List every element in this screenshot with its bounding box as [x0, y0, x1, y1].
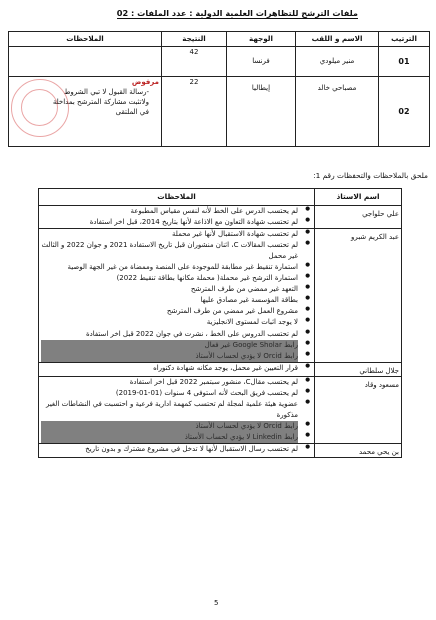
- header-destination: الوجهة: [227, 32, 296, 47]
- professor-name: بن يحي محمد: [315, 443, 402, 457]
- remark-item: ● عضوية هيئة علمية لمجلة لم تحتسب كمهمة ادارية فرعية و احتسبت في النشاطات الغير مذكورة: [41, 399, 298, 420]
- remarks-list: [41, 444, 312, 455]
- remarks-cell: [39, 443, 315, 457]
- notes-cell: [9, 77, 162, 147]
- remarks-table: [38, 188, 402, 458]
- remark-item: ● لم تحتسب رسال الاستقبال لأنها لا تدخل في مشروع مشترك و بدون تاريخ: [41, 444, 298, 455]
- remark-item: ● لم تحتسب شهادة التعاون مع الاذاعة لأنها بتاريخ 2014، قبل اخر استفادة: [41, 217, 298, 228]
- rejection-reason: -رسالة القبول لا تبي الشروط ولاتثبت مشاركة المترشح بمداخلة في الملتقى: [52, 88, 149, 117]
- remark-item: ● لا يوجد اثبات لمستوى الانجليزية: [41, 317, 298, 328]
- header-rank: الترتيب: [379, 32, 430, 47]
- remark-item: ● لم يحتسب فريق البحث لأنه استوفى 4 سنوات (01-01-2019): [41, 388, 298, 399]
- table-row: [39, 443, 402, 457]
- table-row: [39, 229, 402, 363]
- remarks-list: [41, 229, 312, 362]
- professor-name: جلال سلطاني: [315, 362, 402, 376]
- highlighted-remark: ● رابط Orcid لا يؤدي لحساب الأستاذ: [41, 421, 298, 432]
- remarks-cell: [39, 229, 315, 363]
- remarks-cell: [39, 206, 315, 229]
- remark-item: ● مشروع العمل غير ممضي من طرف المترشح: [41, 306, 298, 317]
- candidates-table: [8, 31, 430, 147]
- remark-item: ● لم تحتسب المقالات C، اثنان منشوران قبل تاريخ الاستفادة 2021 و جوان 2022 و الثالث غير محمل: [41, 240, 298, 261]
- table-row: [9, 47, 430, 77]
- destination-cell: فرنسا: [227, 47, 296, 77]
- highlighted-remark: ● رابط Linkedin لا يؤدي لحساب الأستاذ: [41, 432, 298, 443]
- score-cell: 22: [162, 77, 227, 147]
- remark-item: ● قرار التعيين غير محمل، يوجد مكانه شهادة دكتوراه: [41, 363, 298, 374]
- professor-name: مسعود وقاد: [315, 377, 402, 444]
- page-title: ملفات الترشح للتظاهرات العلمية الدولية : عدد الملفات : 02: [116, 8, 358, 18]
- remark-item: ● لم يحتسب مقالC، منشور سبتمبر 2022 قبل اخر استفادة: [41, 377, 298, 388]
- professor-name: عبد الكريم شبرو: [315, 229, 402, 363]
- header-name: الاسم و اللقب: [296, 32, 379, 47]
- remark-item: ● بطاقة المؤسسة غير مصادق عليها: [41, 295, 298, 306]
- remarks-list: [41, 377, 312, 443]
- table-row: [39, 206, 402, 229]
- remark-item: ● لم يحتسب الدرس على الخط لأنه لنفس مقياس المطبوعة: [41, 206, 298, 217]
- candidate-name: منير ميلودي: [296, 47, 379, 77]
- remarks-list: [41, 363, 312, 374]
- score-cell: 42: [162, 47, 227, 77]
- table-row: [9, 77, 430, 147]
- remarks-table-header: [39, 189, 402, 206]
- remark-item: ● استمارة تنقيط غير مطابقة للموجودة على المنصة وممضاة من غير الجهة الوصية: [41, 262, 298, 273]
- rank-cell: 01: [379, 47, 430, 77]
- header-professor-name: اسم الاستاذ: [315, 189, 402, 206]
- remark-item: ● التعهد غير ممضي من طرف المترشح: [41, 284, 298, 295]
- professor-name: علي حلواجي: [315, 206, 402, 229]
- candidate-name: مصباحي خالد: [296, 77, 379, 147]
- header-remarks: الملاحظات: [39, 189, 315, 206]
- table-row: [39, 362, 402, 376]
- remarks-intro: ملحق بالملاحظات والتحفظات رقم 1:: [313, 171, 428, 180]
- highlighted-remark: ● رابط Google Sholar غير فعال: [41, 340, 298, 351]
- status-badge: مرفوض: [131, 78, 159, 86]
- official-stamp: [11, 79, 69, 137]
- page-number: 5: [214, 599, 219, 607]
- table-row: [39, 377, 402, 444]
- remarks-cell: [39, 362, 315, 376]
- highlighted-remark: ● رابط Orcid لا يؤدي لحساب الأستاذ: [41, 351, 298, 362]
- remark-item: ● لم تحتسب شهادة الاستقبال لأنها غير محملة: [41, 229, 298, 240]
- destination-cell: إيطاليا: [227, 77, 296, 147]
- remarks-body: [39, 206, 402, 458]
- header-score: النتيجة: [162, 32, 227, 47]
- remarks-cell: [39, 377, 315, 444]
- notes-cell: [9, 47, 162, 77]
- header-notes: الملاحظات: [9, 32, 162, 47]
- remark-item: ● لم تحتسب الدروس على الخط ، نشرت في جوان 2022 قبل اخر استفادة: [41, 329, 298, 340]
- remarks-list: [41, 206, 312, 228]
- candidates-table-header: [9, 32, 430, 47]
- rank-cell: 02: [379, 77, 430, 147]
- remark-item: ● استمارة الترشح غير محملة( محملة مكانها بطاقة تنقيط 2022): [41, 273, 298, 284]
